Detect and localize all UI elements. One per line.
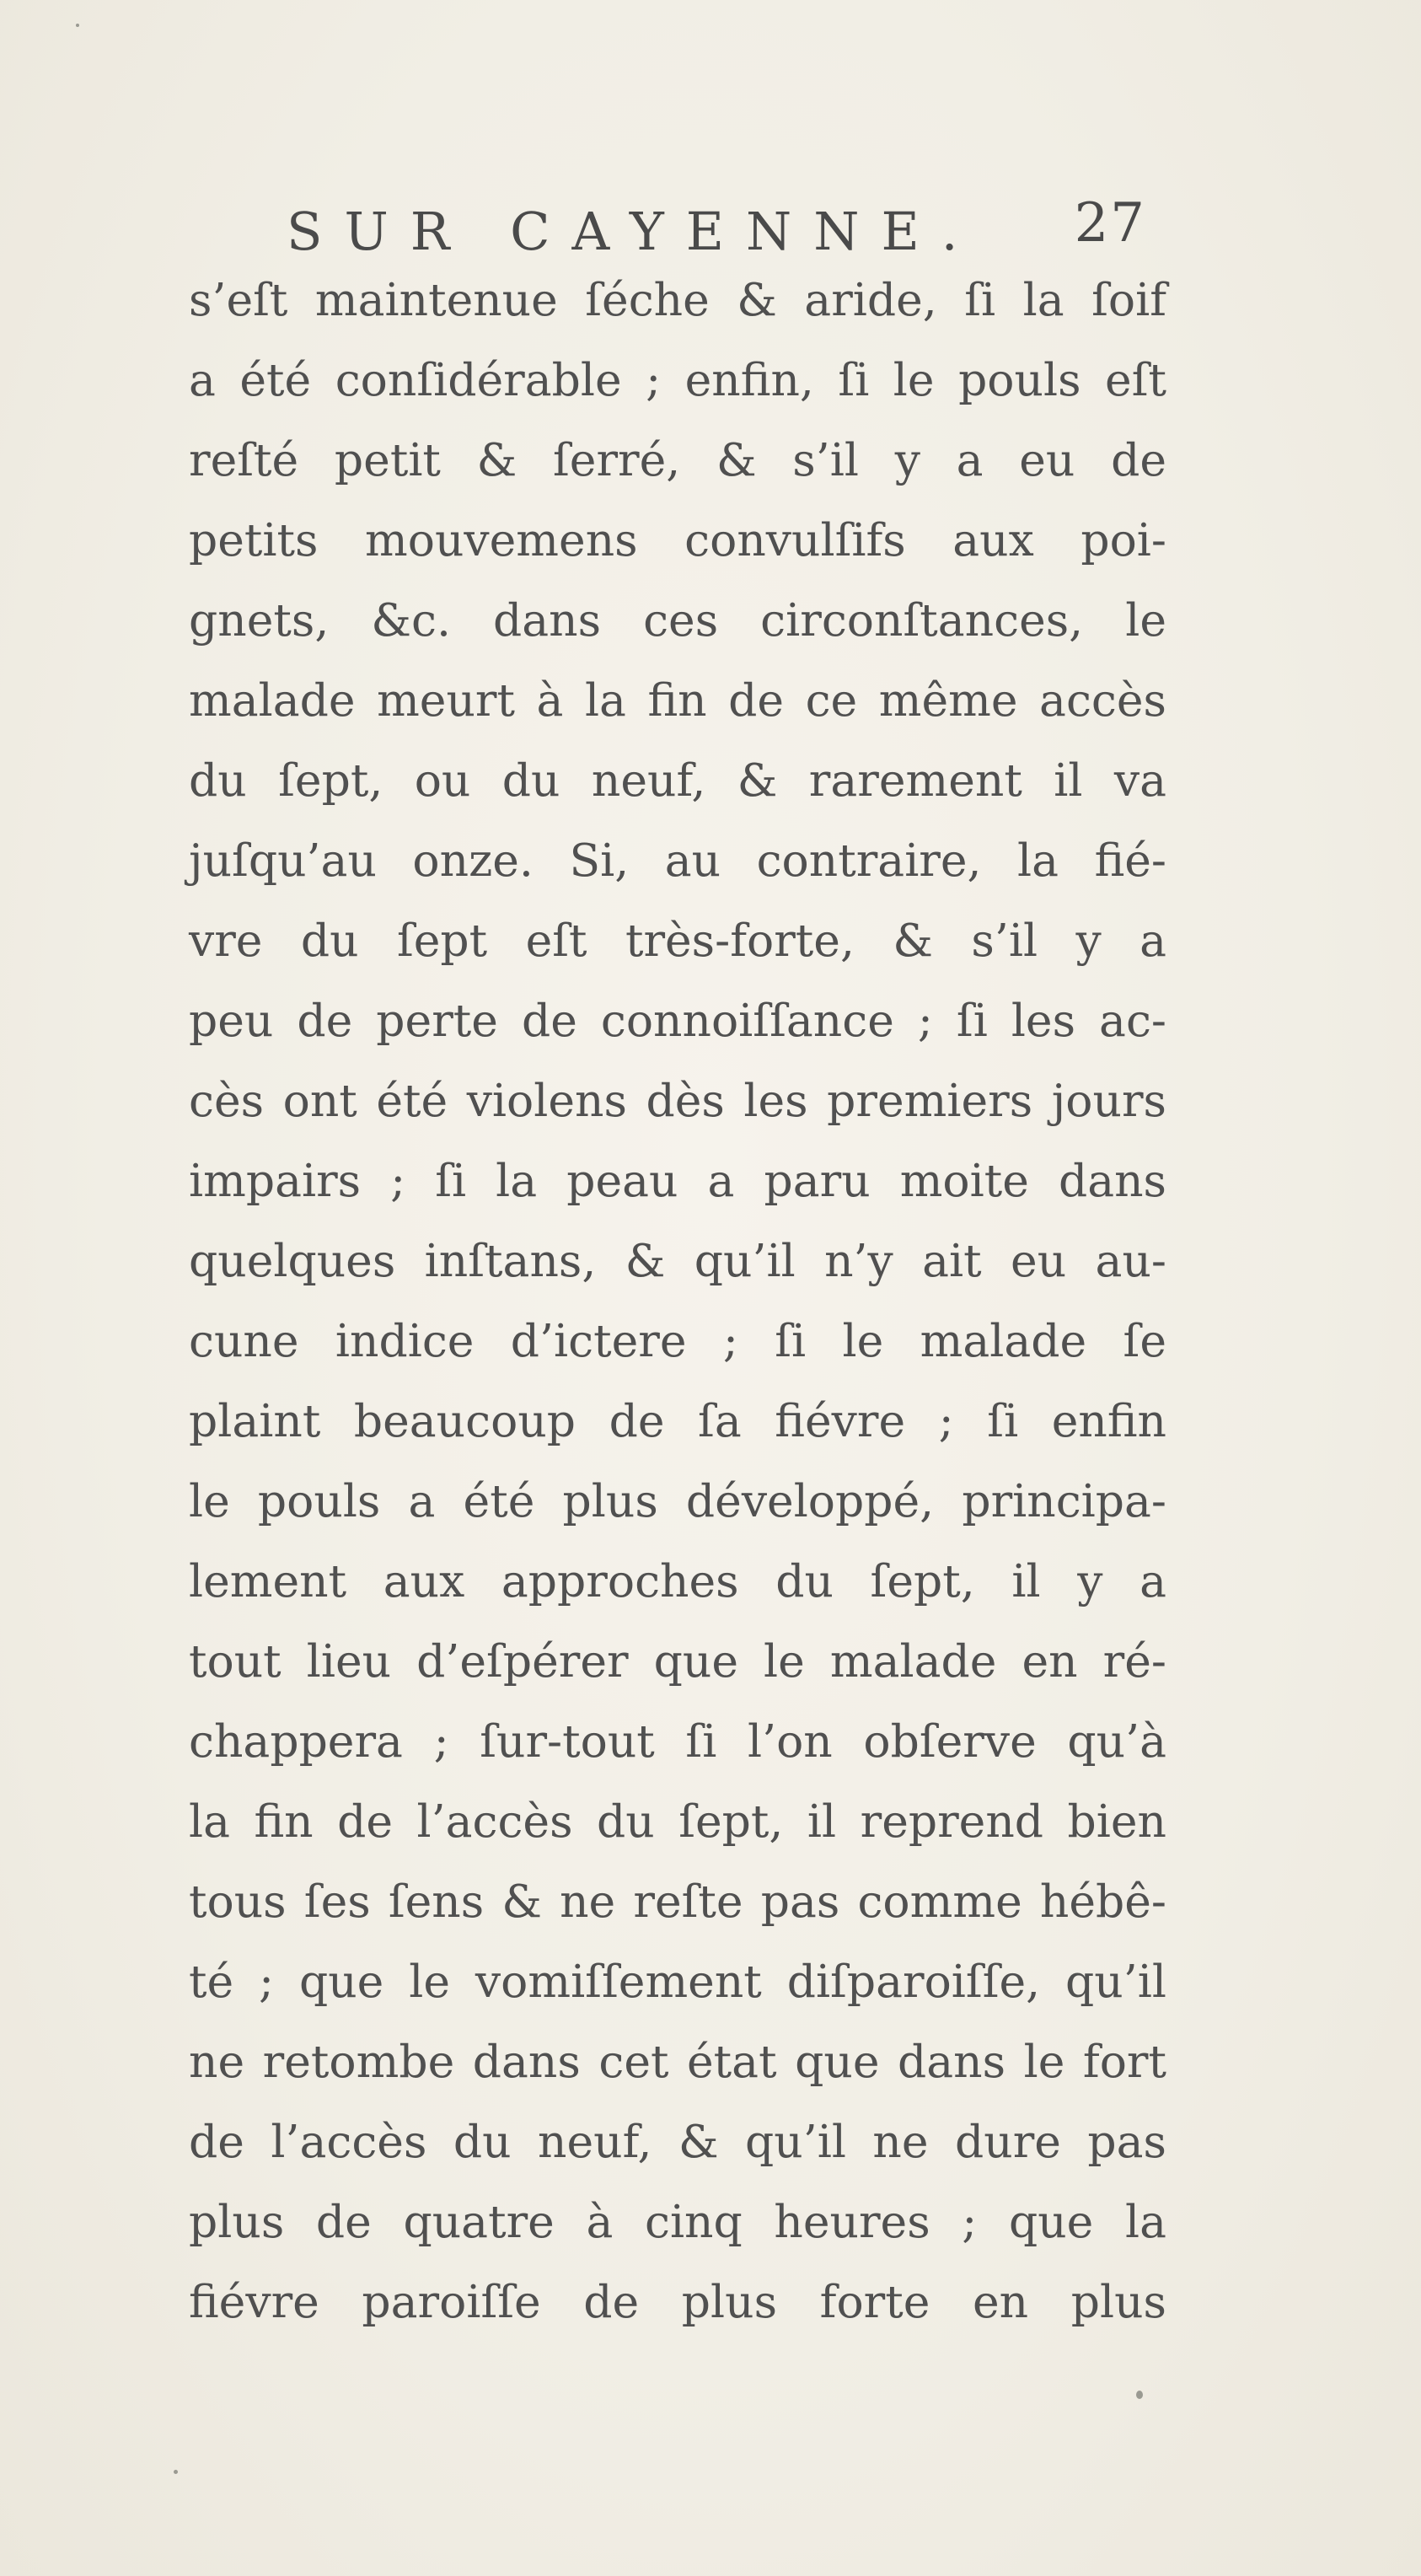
running-head: SUR CAYENNE. bbox=[287, 201, 980, 262]
text-line: plaint beaucoup de ſa fiévre ; ſi enfin bbox=[189, 1394, 1166, 1447]
text-line: cune indice d’ictere ; ſi le malade ſe bbox=[189, 1314, 1166, 1367]
text-line: ne retombe dans cet état que dans le fort bbox=[189, 2035, 1166, 2088]
text-line: fiévre paroiſſe de plus forte en plus bbox=[189, 2275, 1166, 2328]
text-line: gnets, &c. dans ces circonſtances, le bbox=[189, 593, 1166, 647]
text-line: impairs ; ſi la peau a paru moite dans bbox=[189, 1154, 1166, 1207]
text-line: de l’accès du neuf, & qu’il ne dure pas bbox=[189, 2115, 1166, 2168]
text-line: juſqu’au onze. Si, au contraire, la fié- bbox=[189, 834, 1166, 887]
text-line: tout lieu d’eſpérer que le malade en ré- bbox=[189, 1634, 1166, 1688]
text-line: la fin de l’accès du ſept, il reprend bien bbox=[189, 1795, 1166, 1848]
text-line: plus de quatre à cinq heures ; que la bbox=[189, 2195, 1166, 2248]
text-line: a été conſidérable ; enfin, ſi le pouls eſt bbox=[189, 353, 1166, 406]
text-line: peu de perte de connoiſſance ; ſi les ac- bbox=[189, 994, 1166, 1047]
page-number: 27 bbox=[1074, 192, 1146, 255]
text-line: té ; que le vomiſſement diſparoiſſe, qu’il bbox=[189, 1955, 1166, 2008]
text-line: malade meurt à la fin de ce même accès bbox=[189, 674, 1166, 727]
text-line: tous ſes ſens & ne reſte pas comme hébê- bbox=[189, 1875, 1166, 1928]
paper-speck bbox=[174, 2470, 178, 2474]
text-line: quelques inſtans, & qu’il n’y ait eu au- bbox=[189, 1234, 1166, 1287]
paper-speck bbox=[76, 24, 79, 27]
text-line: reſté petit & ſerré, & s’il y a eu de bbox=[189, 433, 1166, 486]
paper-speck bbox=[1136, 2391, 1143, 2399]
text-line: du ſept, ou du neuf, & rarement il va bbox=[189, 754, 1166, 807]
text-line: le pouls a été plus développé, principa- bbox=[189, 1474, 1166, 1527]
body-text bbox=[189, 260, 1166, 2342]
text-line: vre du ſept eſt très-forte, & s’il y a bbox=[189, 914, 1166, 967]
text-line: chappera ; ſur-tout ſi l’on obſerve qu’à bbox=[189, 1715, 1166, 1768]
text-line: s’eſt maintenue ſéche & aride, ſi la ſoif bbox=[189, 273, 1166, 326]
text-line: lement aux approches du ſept, il y a bbox=[189, 1554, 1166, 1607]
text-line: cès ont été violens dès les premiers jours bbox=[189, 1074, 1166, 1127]
text-line: petits mouvemens convulſifs aux poi- bbox=[189, 513, 1166, 566]
